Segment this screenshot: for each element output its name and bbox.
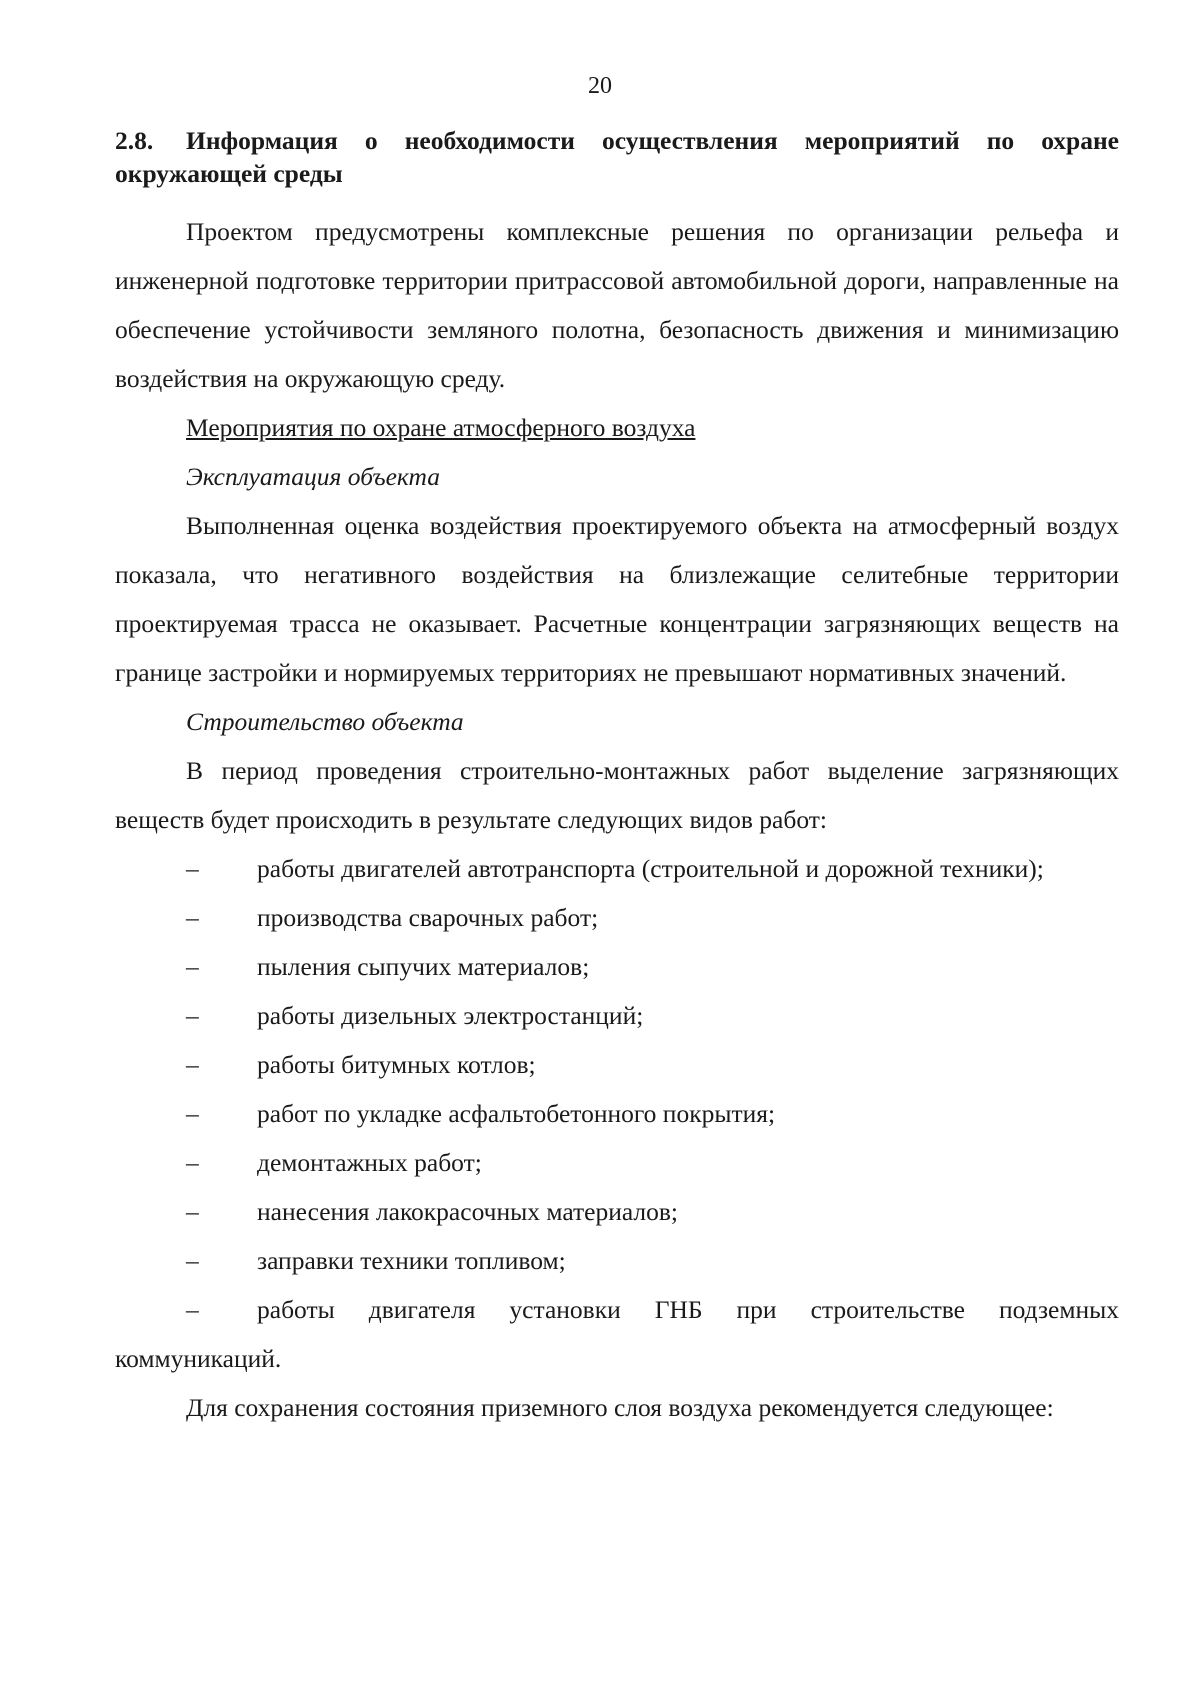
list-dash: – (186, 1148, 199, 1177)
section-title: Информация о необходимости осуществления мероприятий по охране окружающей среды (115, 126, 1119, 188)
list-item: – производства сварочных работ; (115, 893, 1119, 942)
list-dash: – (186, 1001, 199, 1030)
section-heading (115, 124, 1119, 190)
list-dash: – (186, 1295, 199, 1324)
construction-subheading: Строительство объекта (186, 707, 464, 736)
section-number: 2.8. (115, 126, 154, 155)
list-item: – работы битумных котлов; (115, 1040, 1119, 1089)
page-content (115, 124, 1119, 1432)
list-item: – работы дизельных электростанций; (115, 991, 1119, 1040)
list-item: – работ по укладке асфальтобетонного покрытия; (115, 1089, 1119, 1138)
intro-paragraph: Проектом предусмотрены комплексные решения по организации рельефа и инженерной подготовке территории притрассовой автомобильной дороги, направленные на обеспечение устойчивости земляного полотна, безопасность движения и минимизацию воздействия на окружающую среду. (115, 217, 1119, 393)
list-item: – работы двигателей автотранспорта (строительной и дорожной техники); (115, 844, 1119, 893)
air-protection-heading: Мероприятия по охране атмосферного воздуха (186, 413, 696, 442)
list-item: – работы двигателя установки ГНБ при строительстве подземных коммуникаций. (115, 1285, 1119, 1383)
list-item: – нанесения лакокрасочных материалов; (115, 1187, 1119, 1236)
list-dash: – (186, 952, 199, 981)
closing-paragraph: Для сохранения состояния приземного слоя воздуха рекомендуется следующее: (186, 1393, 1054, 1422)
operation-subheading: Эксплуатация объекта (186, 462, 441, 491)
list-item: – пыления сыпучих материалов; (115, 942, 1119, 991)
list-dash: – (186, 903, 199, 932)
list-dash: – (186, 1099, 199, 1128)
list-dash: – (186, 854, 199, 883)
list-dash: – (186, 1197, 199, 1226)
list-dash: – (186, 1246, 199, 1275)
operation-paragraph: Выполненная оценка воздействия проектируемого объекта на атмосферный воздух показала, что негативного воздействия на близлежащие селитебные территории проектируемая трасса не оказывает. Расчетные концентрации загрязняющих веществ на границе застройки и нормируемых территориях не превышают нормативных значений. (115, 511, 1119, 687)
page-number: 20 (588, 73, 612, 99)
list-dash: – (186, 1050, 199, 1079)
list-item: – заправки техники топливом; (115, 1236, 1119, 1285)
list-item: – демонтажных работ; (115, 1138, 1119, 1187)
work-list (115, 844, 1119, 1383)
construction-paragraph: В период проведения строительно-монтажных работ выделение загрязняющих веществ будет происходить в результате следующих видов работ: (115, 756, 1119, 834)
